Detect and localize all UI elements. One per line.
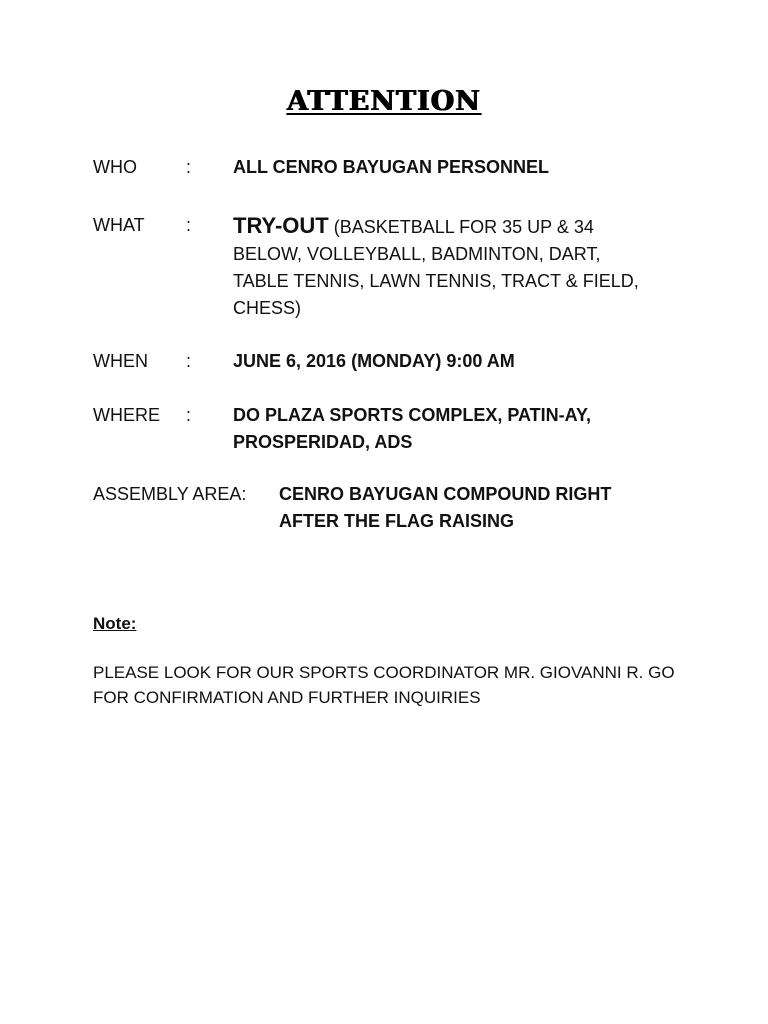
where-line-2: PROSPERIDAD, ADS [233, 432, 413, 452]
note-line-2: FOR CONFIRMATION AND FURTHER INQUIRIES [93, 688, 481, 707]
what-details-1: (BASKETBALL FOR 35 UP & 34 [328, 217, 594, 237]
when-colon: : [186, 351, 192, 371]
assembly-label: ASSEMBLY AREA: [93, 484, 247, 504]
assembly-value [279, 481, 699, 535]
what-label: WHAT [93, 215, 145, 235]
what-details-3: TABLE TENNIS, LAWN TENNIS, TRACT & FIELD, [233, 271, 639, 291]
who-label: WHO [93, 157, 137, 177]
what-value [233, 212, 693, 322]
when-label: WHEN [93, 351, 148, 371]
where-value [233, 402, 693, 456]
what-details-4: CHESS) [233, 298, 302, 318]
what-details-2: BELOW, VOLLEYBALL, BADMINTON, DART, [233, 244, 601, 264]
who-colon: : [186, 157, 192, 177]
where-colon: : [186, 405, 192, 425]
when-value: JUNE 6, 2016 (MONDAY) 9:00 AM [233, 351, 515, 371]
where-line-1: DO PLAZA SPORTS COMPLEX, PATIN-AY, [233, 405, 592, 425]
where-label: WHERE [93, 405, 160, 425]
who-value: ALL CENRO BAYUGAN PERSONNEL [233, 157, 550, 177]
note-label: Note: [93, 614, 137, 633]
what-headline: TRY-OUT [233, 213, 329, 238]
assembly-line-1: CENRO BAYUGAN COMPOUND RIGHT [279, 484, 612, 504]
note-line-1: PLEASE LOOK FOR OUR SPORTS COORDINATOR MR. GIOVANNI R. GO [93, 663, 675, 682]
assembly-line-2: AFTER THE FLAG RAISING [279, 511, 514, 531]
note-body [93, 660, 693, 710]
what-line-1 [233, 212, 693, 241]
notice-title: ATTENTION [287, 86, 481, 117]
what-colon: : [186, 215, 192, 235]
